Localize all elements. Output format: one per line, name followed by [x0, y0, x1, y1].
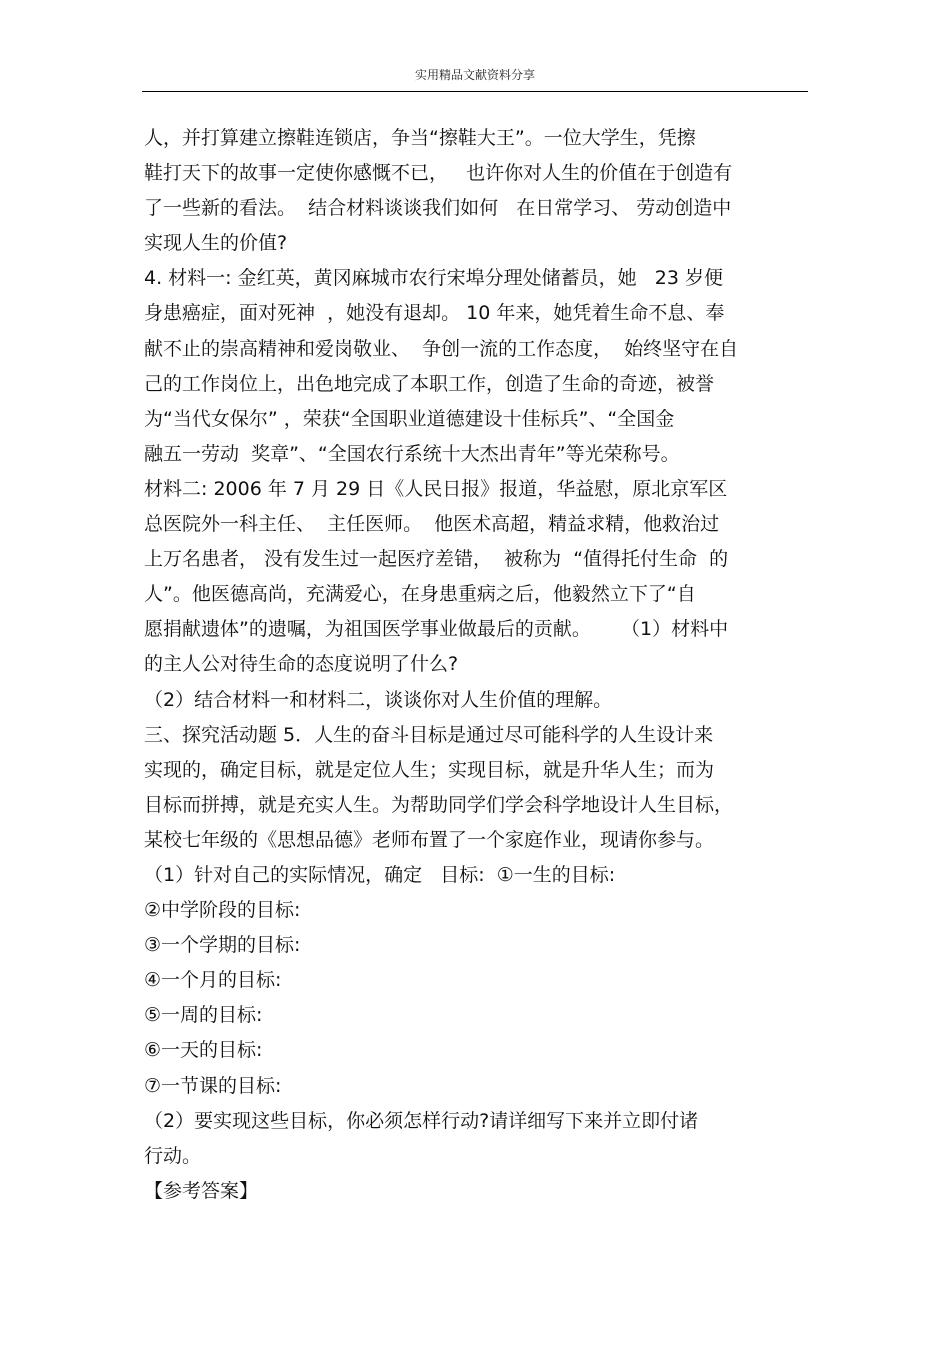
text-line: 人，并打算建立擦鞋连锁店，争当“擦鞋大王”。一位大学生，凭擦: [144, 127, 696, 149]
text-line: 总医院外一科主任、 主任医师。 他医术高超，精益求精，他救治过: [144, 513, 720, 536]
text-line: ⑦一节课的目标:: [144, 1074, 282, 1097]
text-line: 实现的，确定目标，就是定位人生；实现目标，就是升华人生；而为: [144, 758, 715, 781]
text-line: （2）结合材料一和材料二，谈谈你对人生价值的理解。: [144, 688, 613, 711]
text-line: 材料二: 2006 年 7 月 29 日《人民日报》报道，华益慰，原北京军区: [144, 477, 728, 500]
document-body: [144, 121, 808, 1209]
text-line: ⑥一天的目标:: [144, 1039, 263, 1062]
text-line: 三、探究活动题 5．人生的奋斗目标是通过尽可能科学的人生设计来: [144, 723, 714, 746]
text-line: ④一个月的目标:: [144, 969, 282, 992]
text-line: 某校七年级的《思想品德》老师布置了一个家庭作业，现请你参与。: [144, 828, 715, 851]
text-line: ⑤一周的目标:: [144, 1004, 263, 1027]
text-line: 【参考答案】: [144, 1179, 259, 1202]
page-header: 实用精品文献资料分享: [414, 68, 535, 82]
text-line: 为“当代女保尔” ，荣获“全国职业道德建设十佳标兵”、“全国金: [144, 407, 675, 430]
text-line: 行动。: [144, 1144, 202, 1167]
header-divider: [142, 91, 808, 92]
text-line: 上万名患者， 没有发生过一起医疗差错， 被称为 “值得托付生命 的: [144, 548, 729, 571]
text-line: 4. 材料一: 金红英，黄冈麻城市农行宋埠分理处储蓄员，她 23 岁便: [144, 267, 723, 290]
text-line: 身患癌症，面对死神 ，她没有退却。 10 年来，她凭着生命不息、奉: [144, 302, 725, 325]
text-line: ②中学阶段的目标:: [144, 899, 301, 922]
text-line: 献不止的崇高精神和爱岗敬业、 争创一流的工作态度， 始终坚守在自: [144, 337, 739, 360]
text-line: （2）要实现这些目标，你必须怎样行动?请详细写下来并立即付诸: [144, 1109, 699, 1132]
text-line: （1）针对自己的实际情况，确定 目标: ①一生的目标:: [144, 863, 616, 886]
text-line: 人”。他医德高尚，充满爱心，在身患重病之后，他毅然立下了“自: [144, 583, 696, 606]
text-line: ③一个学期的目标:: [144, 934, 301, 957]
text-line: 愿捐献遗体”的遗嘱，为祖国医学事业做最后的贡献。 （1）材料中: [144, 618, 729, 641]
text-line: 鞋打天下的故事一定使你感慨不已， 也许你对人生的价值在于创造有: [144, 162, 733, 185]
text-line: 实现人生的价值?: [144, 232, 288, 255]
text-line: 目标而拼搏，就是充实人生。为帮助同学们学会科学地设计人生目标，: [144, 793, 734, 816]
text-line: 融五一劳动 奖章”、“全国农行系统十大杰出青年”等光荣称号。: [144, 442, 680, 465]
text-line: 己的工作岗位上，出色地完成了本职工作，创造了生命的奇迹，被誉: [144, 372, 715, 395]
text-line: 的主人公对待生命的态度说明了什么?: [144, 653, 459, 676]
text-line: 了一些新的看法。 结合材料谈谈我们如何 在日常学习、 劳动创造中: [144, 197, 732, 220]
